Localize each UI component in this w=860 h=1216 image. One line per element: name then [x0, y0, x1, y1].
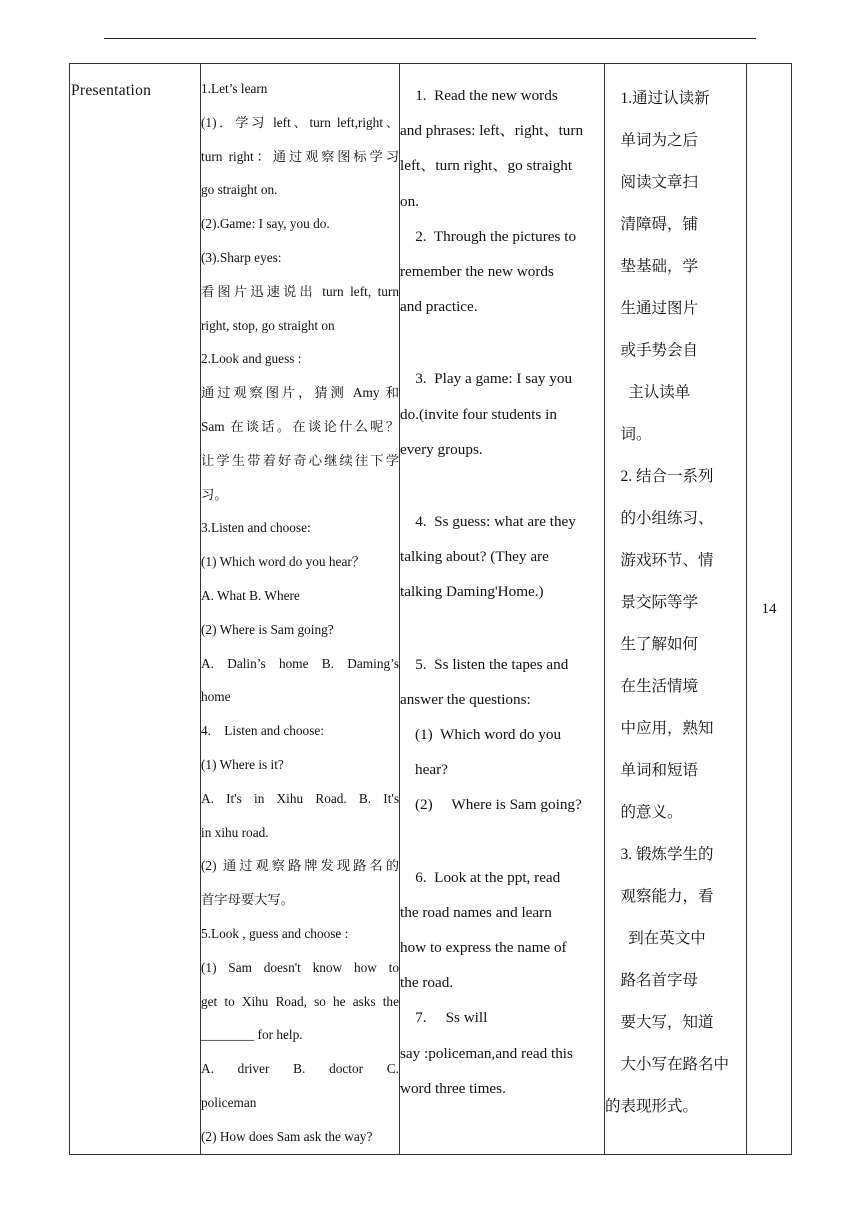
aim-line: 到在英文中: [605, 930, 706, 947]
aim-line: 词。: [605, 426, 652, 443]
aim-line: 阅读文章扫: [605, 174, 699, 191]
aim-line: 或手势会自: [605, 342, 699, 359]
activity-line: every groups.: [400, 440, 483, 458]
activities-list: [400, 64, 604, 1106]
aim-line: 大小写在路名中: [605, 1056, 730, 1073]
aim-line: 路名首字母: [605, 972, 699, 989]
procedure-line: turn right：通过观察图标学习: [201, 148, 399, 164]
procedure-line: 看图片迅速说出 turn left, turn: [201, 283, 399, 299]
activity-line: and practice.: [400, 298, 478, 316]
procedure-line: 2.Look and guess :: [201, 351, 302, 367]
aim-line: 游戏环节、情: [605, 552, 714, 569]
activity-line: [400, 610, 604, 647]
activity-line: 1. Read the new words: [400, 87, 558, 104]
procedure-line: (1) Where is it?: [201, 756, 284, 772]
activity-line: (1) Which word do you: [415, 726, 562, 744]
procedure-line: Sam 在谈话。在谈论什么呢？: [201, 418, 399, 434]
table-row: [70, 64, 792, 1155]
aim-line: 生通过图片: [605, 300, 699, 317]
activity-line: 3. Play a game: I say you: [400, 370, 573, 388]
procedure-line: 通过观察图片，猜测 Amy 和: [201, 385, 399, 401]
procedure-line: home: [201, 689, 231, 705]
activity-line: the road names and learn: [400, 903, 552, 921]
aim-line: 观察能力，看: [605, 888, 714, 905]
procedure-line: A. What B. Where: [201, 587, 300, 603]
aim-line: 单词和短语: [605, 762, 699, 779]
procedure-line: A. Dalin’s home B. Daming’s: [201, 655, 399, 671]
procedure-line: (2) 通过观察路牌发现路名的: [201, 858, 399, 874]
activity-line: [400, 324, 604, 361]
header-rule: [104, 38, 756, 39]
procedure-line: 让学生带着好奇心继续往下学: [201, 452, 399, 468]
aim-line: 的小组练习、: [605, 510, 714, 527]
procedure-line: (1)．学习 left、turn left,right、: [201, 114, 399, 130]
aim-line: 主认读单: [605, 384, 691, 401]
lesson-plan-table: [69, 63, 792, 1155]
procedure-line: policeman: [201, 1094, 257, 1110]
aim-line: 单词为之后: [605, 132, 699, 149]
activity-line: say :policeman,and read this: [400, 1044, 573, 1062]
aim-line: 的意义。: [605, 804, 683, 821]
procedure-line: (2) Where is Sam going?: [201, 621, 334, 637]
time-cell: [747, 64, 792, 1155]
procedure-line: (2) How does Sam ask the way?: [201, 1128, 373, 1144]
activity-line: and phrases: left、right、turn: [400, 122, 584, 140]
procedure-line: get to Xihu Road, so he asks the: [201, 993, 399, 1009]
activity-line: how to express the name of: [400, 939, 567, 957]
procedure-line: 首字母要大写。: [201, 892, 295, 908]
procedure-line: 1.Let’s learn: [201, 81, 268, 96]
procedure-line: 习。: [201, 486, 228, 502]
procedure-line: (2).Game: I say, you do.: [201, 216, 330, 232]
activity-line: (2) Where is Sam going?: [415, 796, 582, 814]
procedure-line: in xihu road.: [201, 824, 269, 840]
procedure-line: 4. Listen and choose:: [201, 723, 324, 739]
activity-line: talking about? (They are: [400, 548, 549, 566]
activity-line: do.(invite four students in: [400, 405, 557, 423]
stage-cell: [70, 64, 201, 1155]
procedure-line: (1) Sam doesn't know how to: [201, 959, 399, 975]
activity-line: the road.: [400, 974, 454, 992]
aim-line: 中应用，熟知: [605, 720, 714, 737]
activity-line: 2. Through the pictures to: [400, 227, 577, 245]
time-value: 14: [761, 600, 777, 617]
activity-line: answer the questions:: [400, 690, 531, 708]
procedure-cell: [201, 64, 400, 1155]
procedure-line: right, stop, go straight on: [201, 317, 335, 333]
activity-line: on.: [400, 192, 419, 210]
aim-line: 3. 锻炼学生的: [605, 846, 714, 863]
procedure-line: 3.Listen and choose:: [201, 520, 311, 536]
activity-line: 6. Look at the ppt, read: [400, 868, 561, 886]
aim-line: 清障碍，铺: [605, 216, 699, 233]
activity-line: remember the new words: [400, 263, 554, 281]
activity-line: 5. Ss listen the tapes and: [400, 655, 569, 673]
procedure-line: go straight on.: [201, 182, 278, 198]
procedure-line: ________ for help.: [201, 1027, 303, 1043]
activity-line: [400, 823, 604, 860]
activity-line: hear?: [415, 761, 448, 779]
procedure-line: A. It's in Xihu Road. B. It's: [201, 790, 399, 806]
aim-line: 的表现形式。: [605, 1098, 699, 1115]
activity-line: 4. Ss guess: what are they: [400, 513, 576, 531]
procedure-line: A. driver B. doctor C.: [201, 1061, 399, 1077]
aims-list: [605, 64, 746, 1128]
aim-line: 2. 结合一系列: [605, 468, 714, 485]
activity-line: talking Daming'Home.): [400, 583, 544, 601]
activity-line: 7. Ss will: [400, 1009, 488, 1027]
activities-cell: [400, 64, 605, 1155]
activity-line: word three times.: [400, 1079, 506, 1097]
procedure-line: (1) Which word do you hear？: [201, 554, 366, 570]
stage-label: Presentation: [71, 82, 152, 99]
aim-line: 生了解如何: [605, 636, 699, 653]
activity-line: left、turn right、go straight: [400, 157, 573, 175]
aim-line: 要大写，知道: [605, 1014, 714, 1031]
aims-cell: [605, 64, 747, 1155]
aim-line: 1.通过认读新: [605, 90, 710, 107]
aim-line: 垫基础，学: [605, 258, 699, 275]
aim-line: 景交际等学: [605, 594, 699, 611]
procedure-list: [201, 64, 399, 1154]
procedure-line: (3).Sharp eyes:: [201, 249, 282, 265]
aim-line: 在生活情境: [605, 678, 699, 695]
procedure-line: 5.Look , guess and choose :: [201, 925, 349, 941]
activity-line: [400, 467, 604, 504]
